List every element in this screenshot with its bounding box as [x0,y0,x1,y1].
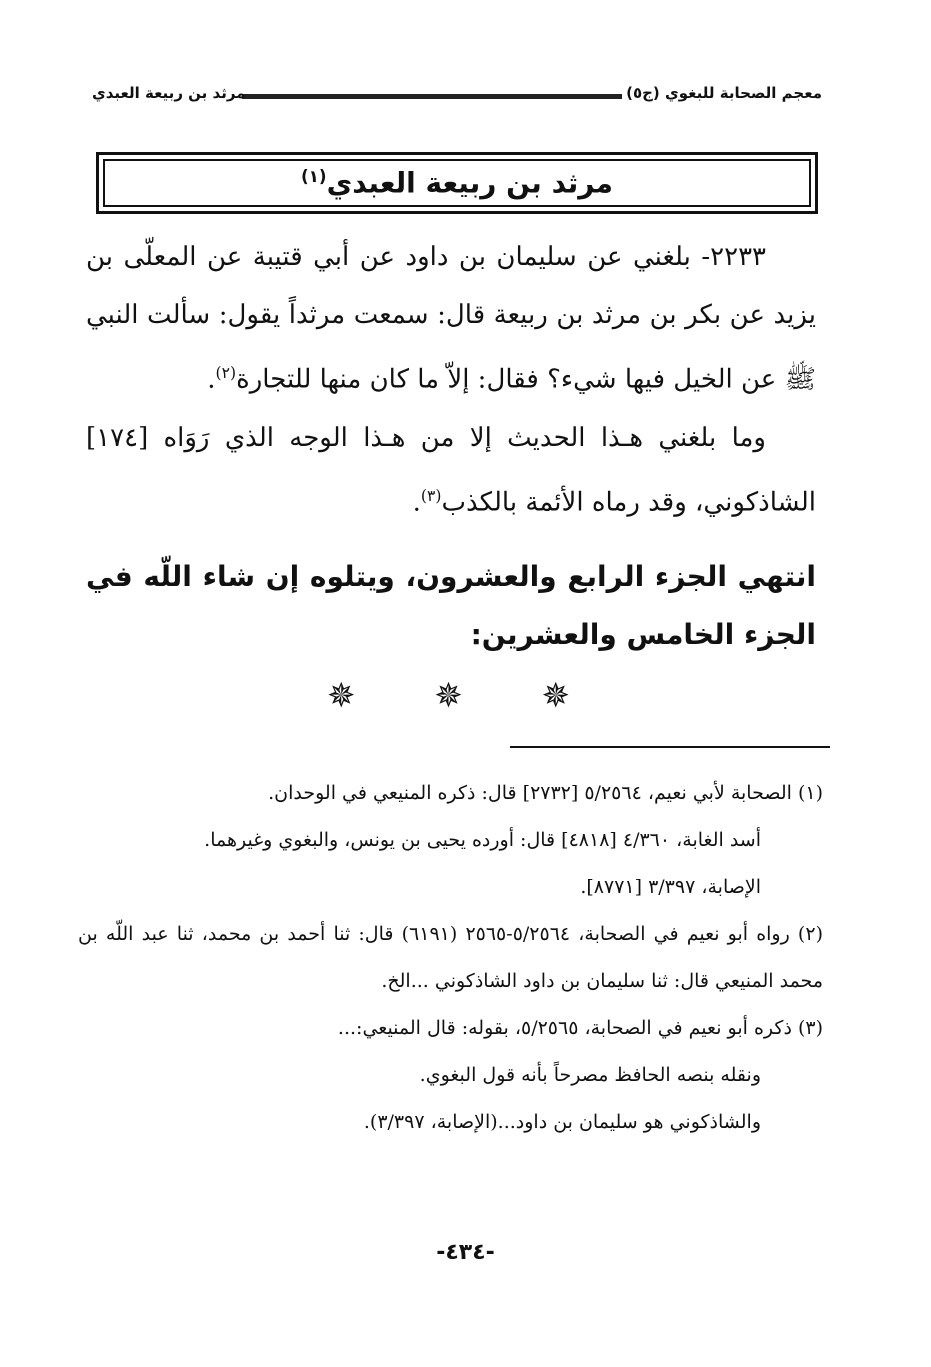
body-text [86,228,816,531]
page-number: -٤٣٤- [436,1240,495,1265]
commentary-footnote-marker: (٣) [420,486,442,505]
commentary-paragraph [86,409,816,532]
footnote-1 [78,770,823,911]
ornament-stars-icon: ✵ ✵ ✵ [326,676,605,716]
section-title-box [96,152,818,214]
hadith-footnote-marker: (٢) [215,364,237,382]
hadith-paragraph [86,228,816,409]
hadith-end: . [207,364,216,395]
footnote-1-line-2: أسد الغابة، ٤/٣٦٠ [٤٨١٨] قال: أورده يحيى بن يونس، والبغوي وغيرهما. [204,829,761,851]
footnote-separator [510,746,830,748]
running-header-book-title: معجم الصحابة للبغوي (ج٥) [626,84,822,102]
footnote-3-line-3: والشاذكوني هو سليمان بن داود...(الإصابة، ٣/٣٩٧). [363,1111,761,1133]
section-title-text: مرثد بن ربيعة العبدي [326,166,614,200]
section-title [301,166,613,199]
footnote-3 [78,1005,823,1146]
footnote-2-text: (٢) رواه أبو نعيم في الصحابة، ٥/٢٥٦٤-٢٥٦٥ (٦١٩١) قال: ثنا أحمد بن محمد، ثنا عبد اللّه بن محمد المنيعي قال: ثنا سليمان بن داود الشاذكوني ...الخ. [78,923,823,992]
footnote-1-line-1: (١) الصحابة لأبي نعيم، ٥/٢٥٦٤ [٢٧٣٢] قال: ذكره المنيعي في الوحدان. [268,782,823,804]
commentary-text: وما بلغني هـذا الحديث إلا من هـذا الوجه الذي رَوَاه [١٧٤] الشاذكوني، وقد رماه الأئمة بالكذب [86,422,816,518]
running-header-chapter-title: مرثد بن ربيعة العبدي [92,84,246,102]
running-header-rule [242,94,622,99]
section-title-footnote-marker: (١) [300,166,327,187]
footnote-1-line-3: الإصابة، ٣/٣٩٧ [٨٧٧١]. [580,876,761,898]
commentary-end: . [412,487,421,518]
running-header [92,82,822,112]
footnotes [78,770,823,1146]
footnote-3-line-2: ونقله بنصه الحافظ مصرحاً بأنه قول البغوي. [419,1064,761,1086]
footnote-3-line-1: (٣) ذكره أبو نعيم في الصحابة، ٥/٢٥٦٥، بقوله: قال المنيعي:... [337,1017,823,1039]
footnote-2 [78,911,823,1005]
volume-closing-note: انتهي الجزء الرابع والعشرون، ويتلوه إن شاء اللّه في الجزء الخامس والعشرين: [86,560,816,651]
hadith-text: ٢٢٣٣- بلغني عن سليمان بن داود عن أبي قتيبة عن المعلّى بن يزيد عن بكر بن مرثد بن ربيعة قال: سمعت مرثداً يقول: سألت النبي ﷺ عن الخيل فيها شيء؟ فقال: إلاّ ما كان منها للتجارة [86,242,816,395]
